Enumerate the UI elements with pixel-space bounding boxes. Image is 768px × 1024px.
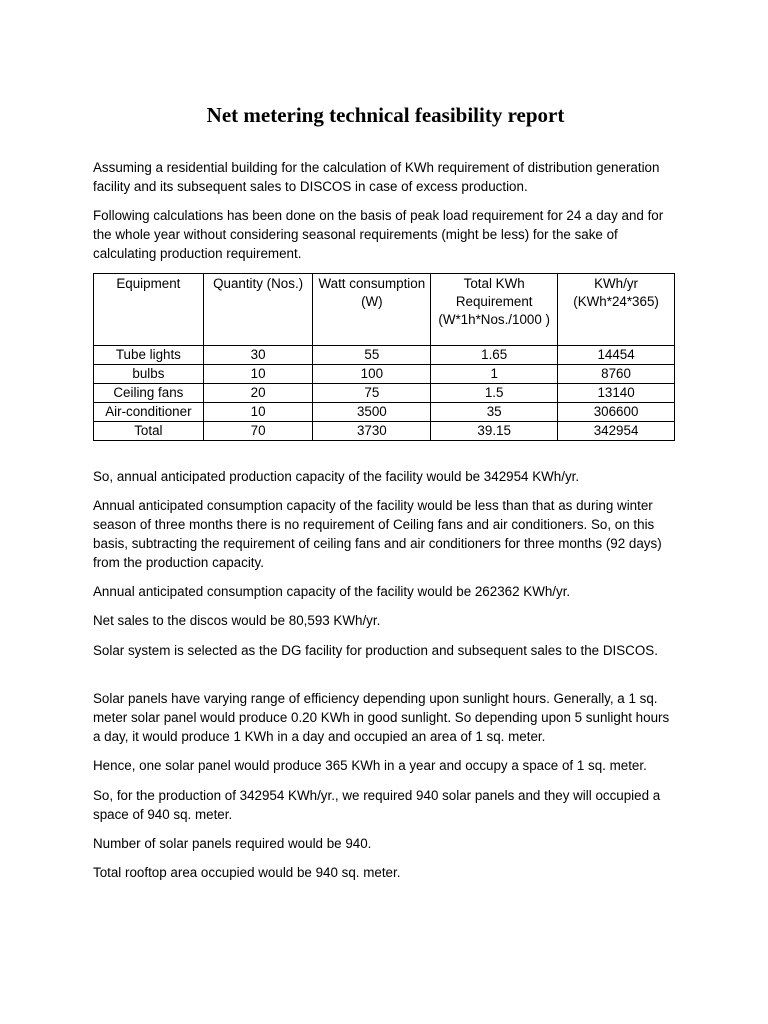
header-kwh-per-year: KWh/yr (KWh*24*365) bbox=[558, 274, 675, 346]
cell-quantity: 10 bbox=[203, 403, 313, 422]
cell-total-kwh: 1 bbox=[431, 365, 558, 384]
body-paragraph-8: So, for the production of 342954 KWh/yr., we required 940 solar panels and they will occupied a space of 940 sq. meter. bbox=[93, 788, 661, 822]
cell-quantity: 70 bbox=[203, 422, 313, 441]
table-header bbox=[94, 274, 675, 346]
cell-watt: 75 bbox=[313, 384, 431, 403]
table-row bbox=[94, 384, 675, 403]
body-paragraph-7: Hence, one solar panel would produce 365 KWh in a year and occupy a space of 1 sq. meter. bbox=[93, 758, 647, 773]
cell-equipment: Tube lights bbox=[94, 346, 204, 365]
cell-total-kwh: 1.65 bbox=[431, 346, 558, 365]
header-total-kwh: Total KWh Requirement (W*1h*Nos./1000 ) bbox=[431, 274, 558, 346]
cell-equipment: Air-conditioner bbox=[94, 403, 204, 422]
cell-total-kwh: 1.5 bbox=[431, 384, 558, 403]
body-paragraph-3: Annual anticipated consumption capacity of the facility would be 262362 KWh/yr. bbox=[93, 584, 571, 599]
body-paragraph-1: So, annual anticipated production capacity of the facility would be 342954 KWh/yr. bbox=[93, 469, 580, 484]
intro-paragraph-2: Following calculations has been done on the basis of peak load requirement for 24 a day and for the whole year without considering seasonal requirements (might be less) for the sake of calculating production requirement. bbox=[93, 208, 664, 261]
cell-watt: 55 bbox=[313, 346, 431, 365]
table-row bbox=[94, 365, 675, 384]
cell-kwh-yr: 342954 bbox=[558, 422, 675, 441]
cell-quantity: 30 bbox=[203, 346, 313, 365]
body-paragraph-5: Solar system is selected as the DG facility for production and subsequent sales to the DISCOS. bbox=[93, 643, 658, 658]
cell-equipment: Ceiling fans bbox=[94, 384, 204, 403]
cell-kwh-yr: 306600 bbox=[558, 403, 675, 422]
cell-kwh-yr: 14454 bbox=[558, 346, 675, 365]
cell-total-kwh: 39.15 bbox=[431, 422, 558, 441]
cell-quantity: 10 bbox=[203, 365, 313, 384]
cell-total-kwh: 35 bbox=[431, 403, 558, 422]
report-title: Net metering technical feasibility report bbox=[206, 103, 565, 127]
equipment-table bbox=[93, 273, 675, 441]
cell-quantity: 20 bbox=[203, 384, 313, 403]
body-paragraph-6: Solar panels have varying range of efficiency depending upon sunlight hours. Generally, a 1 sq. meter solar panel would produce 0.20 KWh in good sunlight. So depending upon 5 sunlight hours a day, it would produce 1 KWh in a day and occupied an area of 1 sq. meter. bbox=[93, 691, 670, 744]
header-watt-consumption: Watt consumption (W) bbox=[313, 274, 431, 346]
header-quantity: Quantity (Nos.) bbox=[203, 274, 313, 346]
cell-equipment: Total bbox=[94, 422, 204, 441]
header-equipment: Equipment bbox=[94, 274, 204, 346]
cell-watt: 3730 bbox=[313, 422, 431, 441]
table-row bbox=[94, 403, 675, 422]
table-body bbox=[94, 346, 675, 441]
cell-kwh-yr: 8760 bbox=[558, 365, 675, 384]
cell-equipment: bulbs bbox=[94, 365, 204, 384]
cell-kwh-yr: 13140 bbox=[558, 384, 675, 403]
table-total-row bbox=[94, 422, 675, 441]
body-paragraph-2: Annual anticipated consumption capacity of the facility would be less than that as during winter season of three months there is no requirement of Ceiling fans and air conditioners. So, on this basis, subtracting the requirement of ceiling fans and air conditioners for three months (92 days) from the production capacity. bbox=[93, 498, 662, 570]
body-paragraph-10: Total rooftop area occupied would be 940 sq. meter. bbox=[93, 865, 401, 880]
cell-watt: 100 bbox=[313, 365, 431, 384]
table-row bbox=[94, 346, 675, 365]
body-paragraph-9: Number of solar panels required would be 940. bbox=[93, 836, 372, 851]
cell-watt: 3500 bbox=[313, 403, 431, 422]
table-header-row bbox=[94, 274, 675, 346]
intro-paragraph-1: Assuming a residential building for the calculation of KWh requirement of distribution generation facility and its subsequent sales to DISCOS in case of excess production. bbox=[93, 160, 660, 194]
body-paragraph-4: Net sales to the discos would be 80,593 KWh/yr. bbox=[93, 613, 381, 628]
